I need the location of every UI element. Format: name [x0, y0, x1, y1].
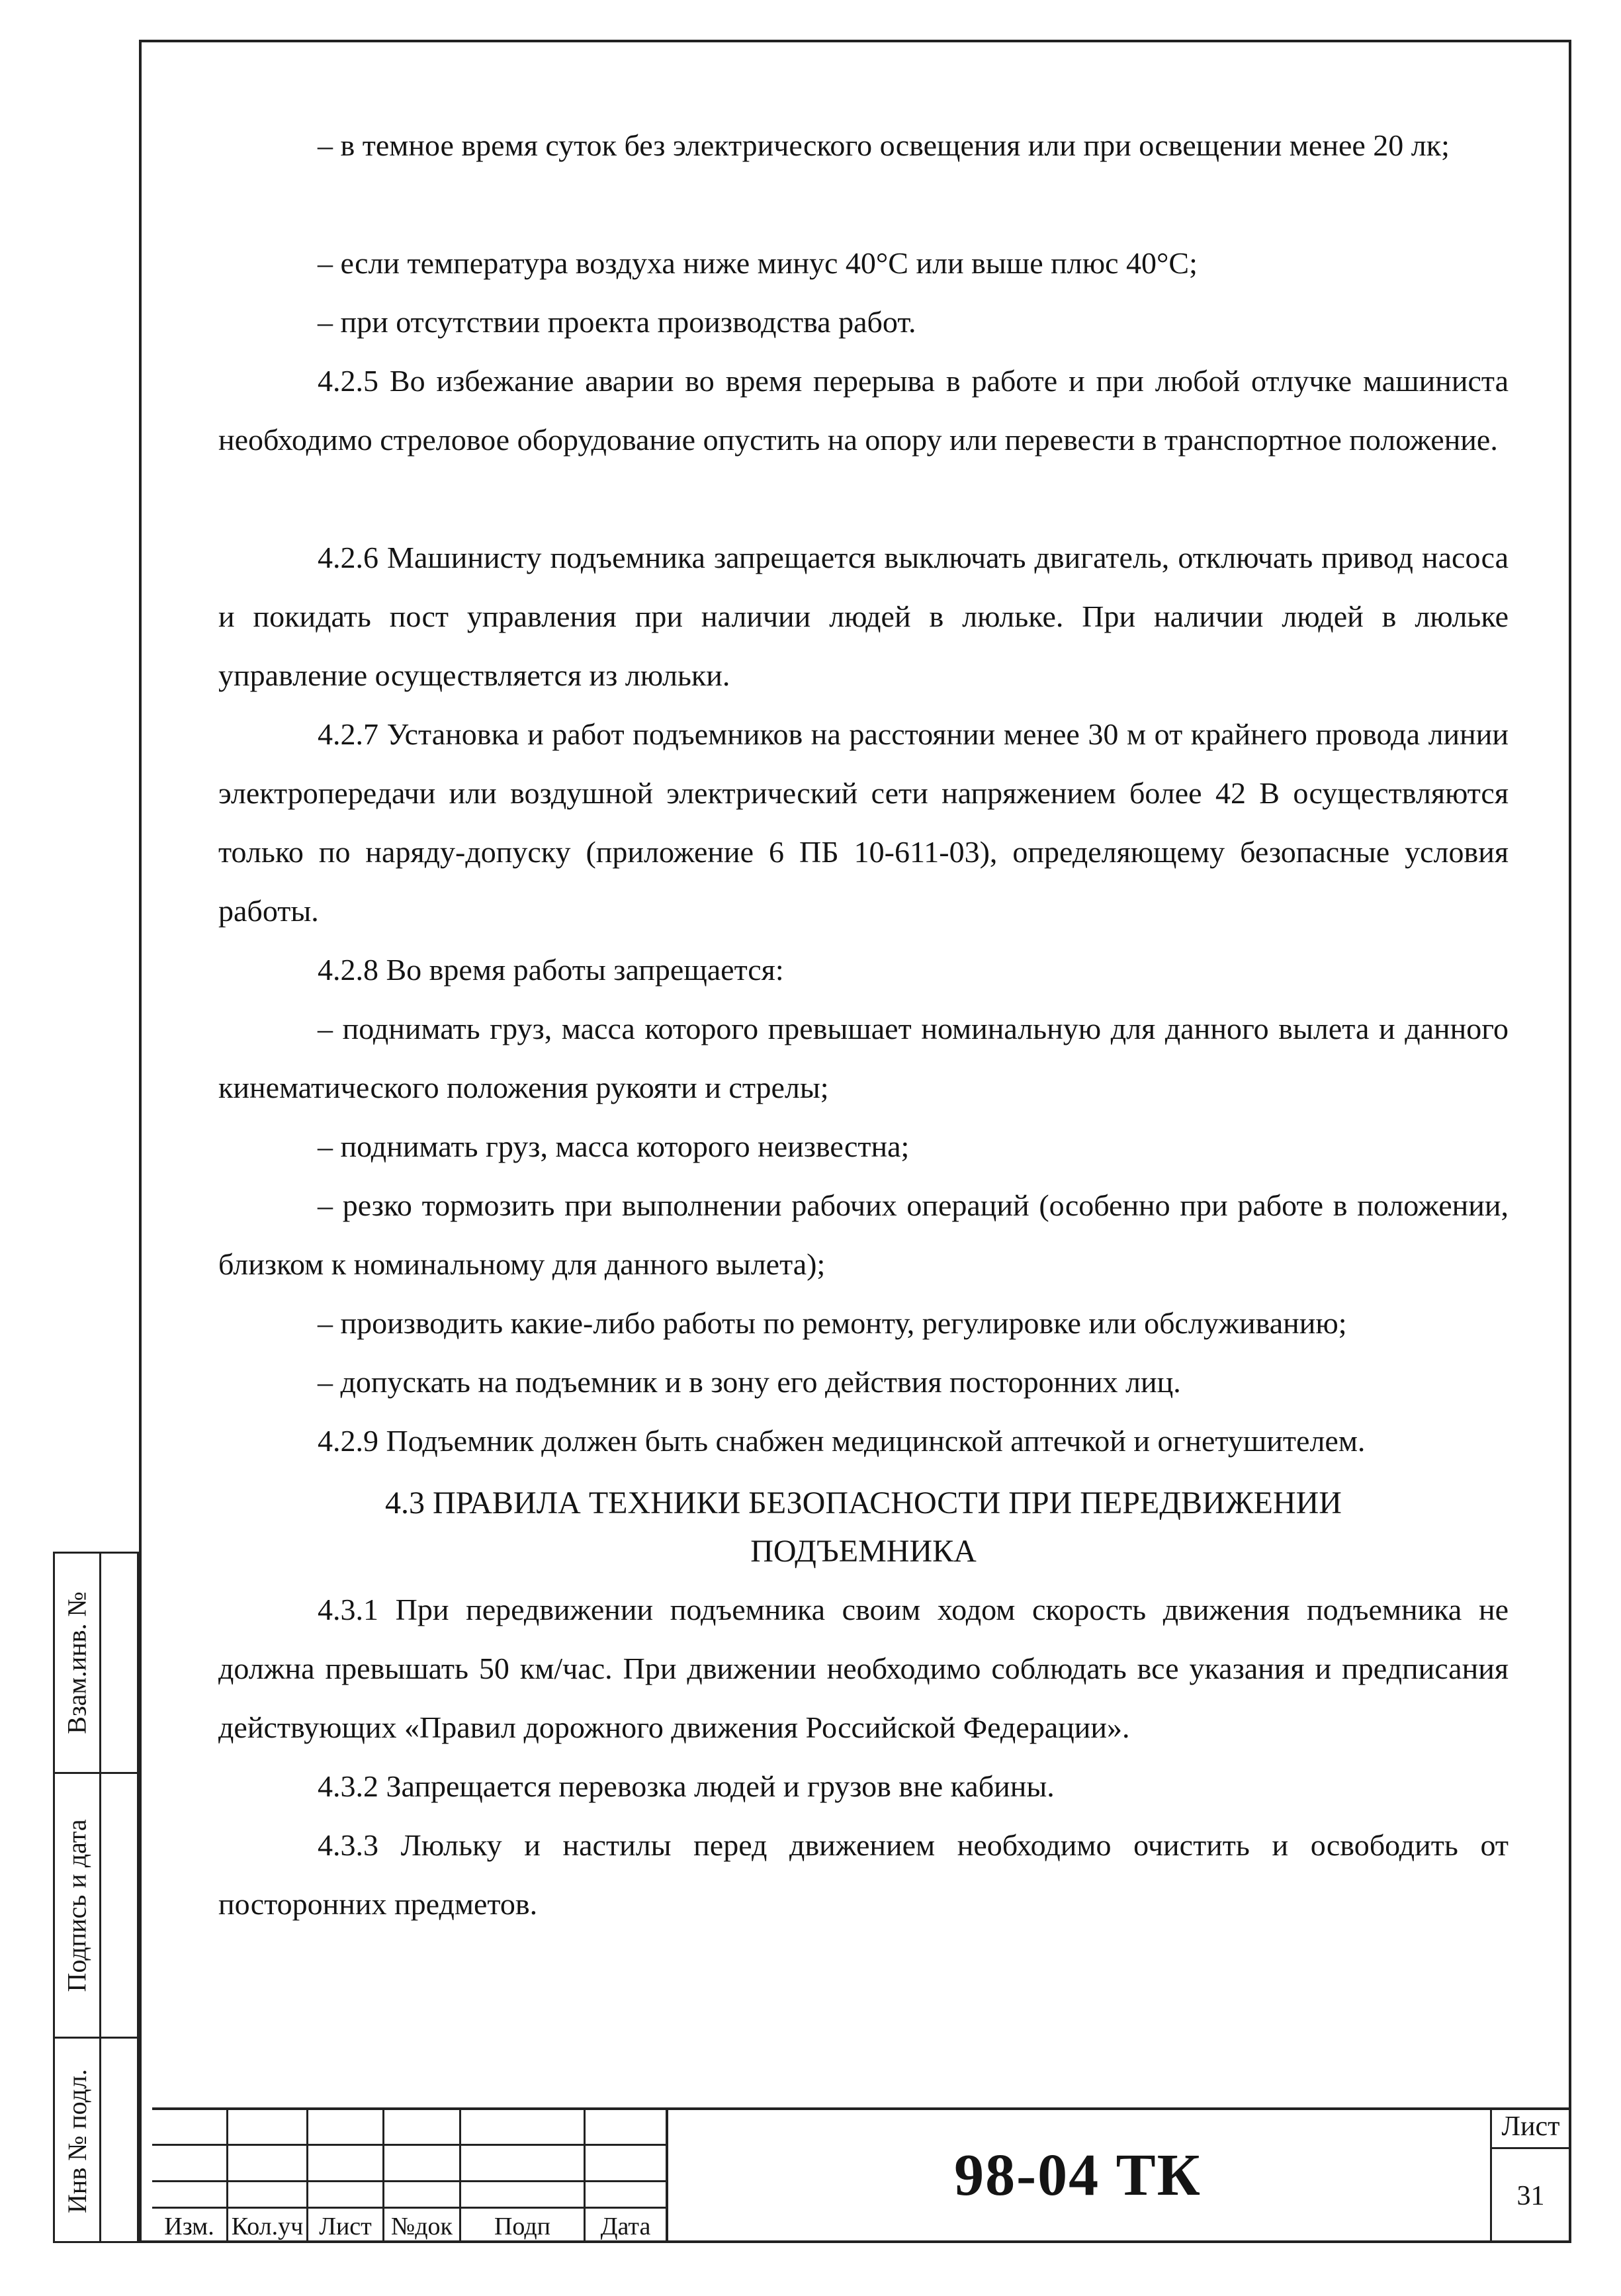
side-stamp	[53, 1552, 139, 2243]
bullet-load-exceeds: – поднимать груз, масса которого превышает номинальную для данного вылета и данного кинематического положения рукояти и стрелы;	[218, 1012, 1509, 1104]
side-stamp-divider	[99, 1554, 101, 2241]
section-heading-line1: 4.3 ПРАВИЛА ТЕХНИКИ БЕЗОПАСНОСТИ ПРИ ПЕРЕДВИЖЕНИИ	[385, 1485, 1342, 1521]
clause-4-3-1: 4.3.1 При передвижении подъемника своим ходом скорость движения подъемника не должна превышать 50 км/час. При движении необходимо соблюдать все указания и предписания действующих «Правил дорожного движения Российской Федерации».	[218, 1593, 1509, 1744]
document-code: 98-04 ТК	[954, 2142, 1202, 2208]
clause-4-2-5: 4.2.5 Во избежание аварии во время перерыва в работе и при любой отлучке машиниста необходимо стреловое оборудование опустить на опору или перевести в транспортное положение.	[218, 364, 1509, 457]
col-signature: Подп	[494, 2213, 551, 2240]
bullet-temperature: – если температура воздуха ниже минус 40°С или выше плюс 40°С;	[318, 246, 1198, 280]
clause-4-3-3: 4.3.3 Люльку и настилы перед движением необходимо очистить и освободить от посторонних предметов.	[218, 1828, 1509, 1921]
bullet-repairs: – производить какие-либо работы по ремонту, регулировке или обслуживанию;	[318, 1306, 1347, 1340]
col-doc-number: №док	[390, 2213, 453, 2240]
section-heading-line2: ПОДЪЕМНИКА	[750, 1534, 977, 1569]
clause-4-2-8: 4.2.8 Во время работы запрещается:	[318, 953, 784, 987]
bullet-sharp-braking: – резко тормозить при выполнении рабочих операций (особенно при работе в положении, близком к номинальному для данного вылета);	[218, 1188, 1509, 1281]
col-date: Дата	[600, 2213, 651, 2240]
col-count: Кол.уч	[231, 2213, 304, 2240]
bullet-load-unknown: – поднимать груз, масса которого неизвестна;	[318, 1129, 910, 1163]
clause-4-2-6: 4.2.6 Машинисту подъемника запрещается выключать двигатель, отключать привод насоса и покидать пост управления при наличии людей в люльке. При наличии людей в люльке управление осуществляется из люльки.	[218, 541, 1509, 692]
clause-4-2-7: 4.2.7 Установка и работ подъемников на расстоянии менее 30 м от крайнего провода линии электропередачи или воздушной электрический сети напряжением более 42 В осуществляются только по наряду-допуску (приложение 6 ПБ 10-611-03), определяющему безопасные условия работы.	[218, 717, 1509, 928]
sheet-number: 31	[1516, 2181, 1545, 2211]
col-revision: Изм.	[164, 2213, 214, 2240]
clause-4-2-9: 4.2.9 Подъемник должен быть снабжен медицинской аптечкой и огнетушителем.	[318, 1424, 1366, 1458]
sheet-label: Лист	[1501, 2111, 1560, 2142]
col-sheet: Лист	[319, 2213, 372, 2240]
clause-4-3-2: 4.3.2 Запрещается перевозка людей и грузов вне кабины.	[318, 1769, 1055, 1803]
bullet-dark-time: – в темное время суток без электрического освещения или при освещении менее 20 лк;	[318, 128, 1450, 162]
original-inventory-label: Инв № подл.	[62, 2068, 93, 2213]
replacement-inventory-label: Взам.инв. №	[62, 1591, 93, 1734]
bullet-no-project: – при отсутствии проекта производства работ.	[318, 305, 916, 339]
signature-date-label: Подпись и дата	[62, 1818, 92, 1992]
bullet-outsiders: – допускать на подъемник и в зону его действия посторонних лиц.	[318, 1365, 1181, 1399]
title-block	[152, 2107, 1571, 2243]
